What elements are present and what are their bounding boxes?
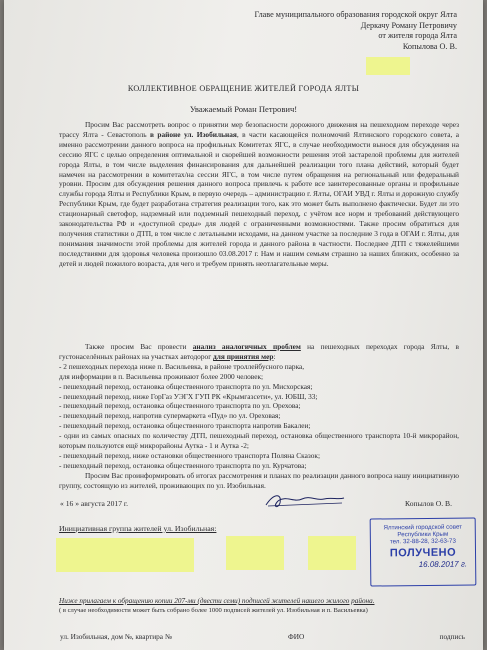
list-item: - пешеходный переход, ниже ГорГаз УЭГХ ГУП РК «Крымгазсети», ул. ЮБШ, 33; (59, 391, 318, 401)
redaction-highlight (56, 538, 194, 572)
footer-signature-label: подпись (439, 632, 465, 641)
addressee-line: Копылова О. В. (402, 41, 457, 51)
redaction-highlight (366, 57, 410, 75)
paragraph-text: Также просим Вас провести (85, 342, 193, 351)
stamp-received-label: ПОЛУЧЕНО (389, 546, 457, 560)
stamp-line: Республики Крым (397, 530, 449, 539)
initiative-group-label: Инициативная группа жителей ул. Изобильная: (59, 524, 217, 533)
handwritten-signature (264, 491, 346, 511)
paragraph-inform: Просим Вас проинформировать об итогах рассмотрения и планах по реализации данного вопроса нашу инициативную группу, состоящую из жителей, проживающих по ул. Изобильная. (59, 470, 459, 490)
received-stamp (370, 517, 477, 586)
list-item: - пешеходный переход, остановка общественного транспорта напротив Бакалеи; (59, 421, 311, 431)
list-item: для информации в п. Васильевка проживают более 2000 человек; (59, 371, 264, 381)
redaction-highlight (226, 536, 284, 570)
paragraph-emphasis: для принятия мер (213, 351, 274, 361)
footer-fields (60, 632, 465, 642)
stamp-line: тел. 32-88-28, 32-63-73 (389, 537, 456, 546)
list-item: - пешеходный переход, остановка общественного транспорта по ул. Орехова; (59, 401, 301, 411)
paragraph-text: , в части касающейся полномочий Ялтинского городского совета, а именно рассмотрении данного вопроса на профильных Комитетах ЯГС, в случае необходимости вынося для обсуждения на сессию ЯГС с целью определения оптимальной и скорейшей возможности решения этой застарелой проблемы для жителей города Ялты, в том числе выделения финансирования для дальнейшей реализации того плана действий, который будет намечен на рассмотрении в комитетах/на сессии ЯГС, в том числе путем обращения на региональный или федеральный уровни. Просим для обсуждения решения данного вопроса привлечь к работе все заинтересованные органы и профильные службы города Ялты и Республики Крым, в первую очередь – администрацию г. Ялты, ОГАИ УВД г. Ялты и дорожную службу Республики Крым, где будет разработана стратегия реализации того, как это может быть выполнено фактически. Будет ли это стационарный светофор, надземный или подземный пешеходный переход, с учётом все норм и требований действующего законодательства РФ и «доступной среды» для людей с ограниченными возможностями. Также просим обратиться для получения статистики о ДТП, в том числе с летальными исходами, на данном участке за последние 3 года в ОГАИ г. Ялты, для понимания значимости этой проблемы для жителей города и данного района в частности. Последнее ДТП с тяжелейшими последствиями для здоровья человека произошло 03.08.2017 г. Нам и нашим семьям страшно за наших близких, особенно за детей и людей пожилого возраста, для чего и требуем принять неотлагательные меры. (59, 129, 459, 268)
paragraph-text: : (273, 351, 276, 361)
paragraph-emphasis: анализ аналогичных проблем (192, 342, 301, 351)
footer-address-label: ул. Изобильная, дом №, квартира № (60, 632, 172, 641)
redaction-highlight (308, 536, 356, 570)
note-line: ( в случае необходимости может быть собрано более 1000 подписей жителей ул. Изобильная и п. Васильевка) (59, 607, 368, 614)
addressee-line: Деркачу Роману Петровичу (360, 20, 457, 30)
footer-fio-label: ФИО (288, 632, 305, 641)
document-date: « 16 » августа 2017 г. (60, 499, 129, 508)
paragraph-text: Просим Вас рассмотреть вопрос о принятии мер безопасности дорожного движения на пешеходном переходе через трассу Ялта - Севастополь (59, 120, 459, 139)
addressee-line: Главе муниципального образования городской округ Ялта (254, 10, 457, 19)
list-item: - пешеходный переход, ниже остановки общественного транспорта Поляна Сказок; (59, 450, 321, 460)
note-line: Ниже прилагаем к обращению копии 207-ми (двести семи) подписей жителей нашего жилого района. (59, 597, 375, 605)
greeting: Уважаемый Роман Петрович! (189, 104, 298, 114)
list-item: - 2 пешеходных перехода ниже п. Васильевка, в районе троллейбусного парка, (59, 361, 305, 371)
list-item: - пешеходный переход, напротив супермаркета «Пуд» по ул. Ореховая; (59, 411, 281, 421)
list-item: - пешеходный переход, остановка общественного транспорта по ул. Курчатова; (59, 460, 307, 470)
list-item: - пешеходный переход, остановка общественного транспорта по ул. Мисхорская; (59, 381, 313, 391)
paragraph-analysis (59, 342, 459, 491)
signature-row (60, 499, 472, 511)
addressee-line: от жителя города Ялта (378, 31, 457, 40)
stamp-line: Ялтинский городской совет (383, 523, 463, 532)
attachment-note (59, 597, 469, 615)
paragraph-emphasis: в районе ул. Изобильная (150, 129, 237, 139)
stamp-date: 16.08.2017 г. (418, 559, 468, 570)
list-item: - одни из самых опасных по количеству ДТП, пешеходный переход, остановка общественного транспорта 10-й микрорайон, которым пользуются ещё микрорайоны Аутка - 1 и Аутка -2; (59, 431, 459, 451)
addressee-block (189, 10, 457, 52)
document-page (4, 0, 483, 650)
paragraph-request (59, 120, 459, 269)
author-name: Копылов О. В. (405, 499, 452, 508)
paragraph-text: на пешеходных переходах города Ялты, в густонаселённых районах на участках автодорог (59, 342, 459, 361)
document-title: КОЛЛЕКТИВНОЕ ОБРАЩЕНИЕ ЖИТЕЛЕЙ ГОРОДА ЯЛТЫ (127, 84, 360, 93)
